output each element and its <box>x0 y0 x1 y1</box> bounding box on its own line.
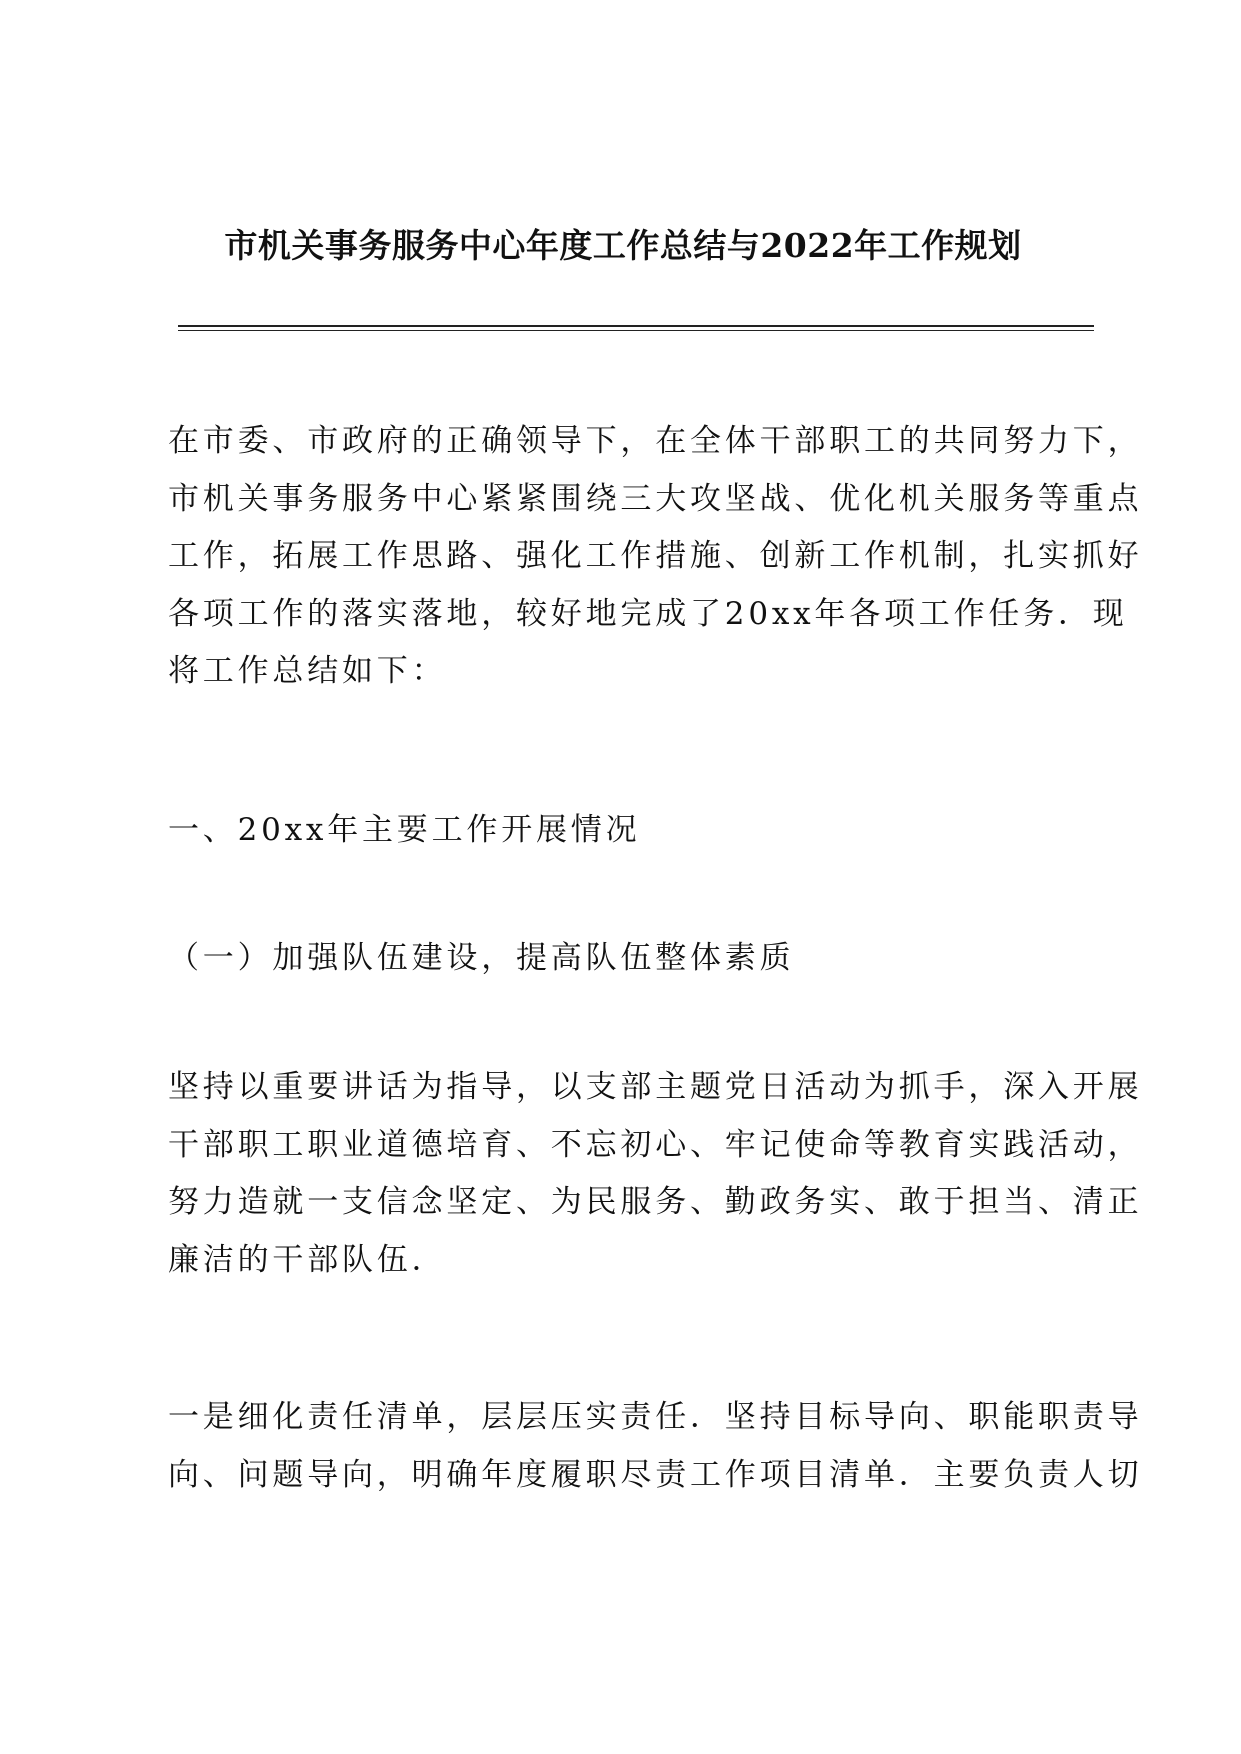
team-building-line-1: 坚持以重要讲话为指导，以支部主题党日活动为抓手，深入开展 <box>168 1069 1143 1105</box>
intro-paragraph <box>168 413 1143 701</box>
intro-line-2: 市机关事务服务中心紧紧围绕三大攻坚战、优化机关服务等重点 <box>168 480 1143 517</box>
intro-line-1: 在市委、市政府的正确领导下，在全体干部职工的共同努力下， <box>168 423 1143 459</box>
subsection-heading: （一）加强队伍建设，提高队伍整体素质 <box>168 940 795 976</box>
responsibility-line-1: 一是细化责任清单，层层压实责任．坚持目标导向、职能职责导 <box>168 1399 1143 1435</box>
team-building-line-4: 廉洁的干部队伍． <box>168 1241 447 1278</box>
intro-line-4: 各项工作的落实落地，较好地完成了20xx年各项工作任务．现 <box>168 595 1128 632</box>
team-building-paragraph <box>168 1059 1143 1289</box>
responsibility-line-2: 向、问题导向，明确年度履职尽责工作项目清单．主要负责人切 <box>168 1456 1143 1493</box>
team-building-line-2: 干部职工职业道德培育、不忘初心、牢记使命等教育实践活动， <box>168 1126 1143 1163</box>
document-title: 市机关事务服务中心年度工作总结与2022年工作规划 <box>224 226 1022 265</box>
responsibility-paragraph <box>168 1389 1143 1504</box>
intro-line-5: 将工作总结如下： <box>168 653 447 689</box>
section-heading: 一、20xx年主要工作开展情况 <box>168 812 641 848</box>
intro-line-3: 工作，拓展工作思路、强化工作措施、创新工作机制，扎实抓好 <box>168 538 1143 574</box>
title-double-rule <box>178 325 1094 331</box>
team-building-line-3: 努力造就一支信念坚定、为民服务、勤政务实、敢于担当、清正 <box>168 1184 1143 1220</box>
